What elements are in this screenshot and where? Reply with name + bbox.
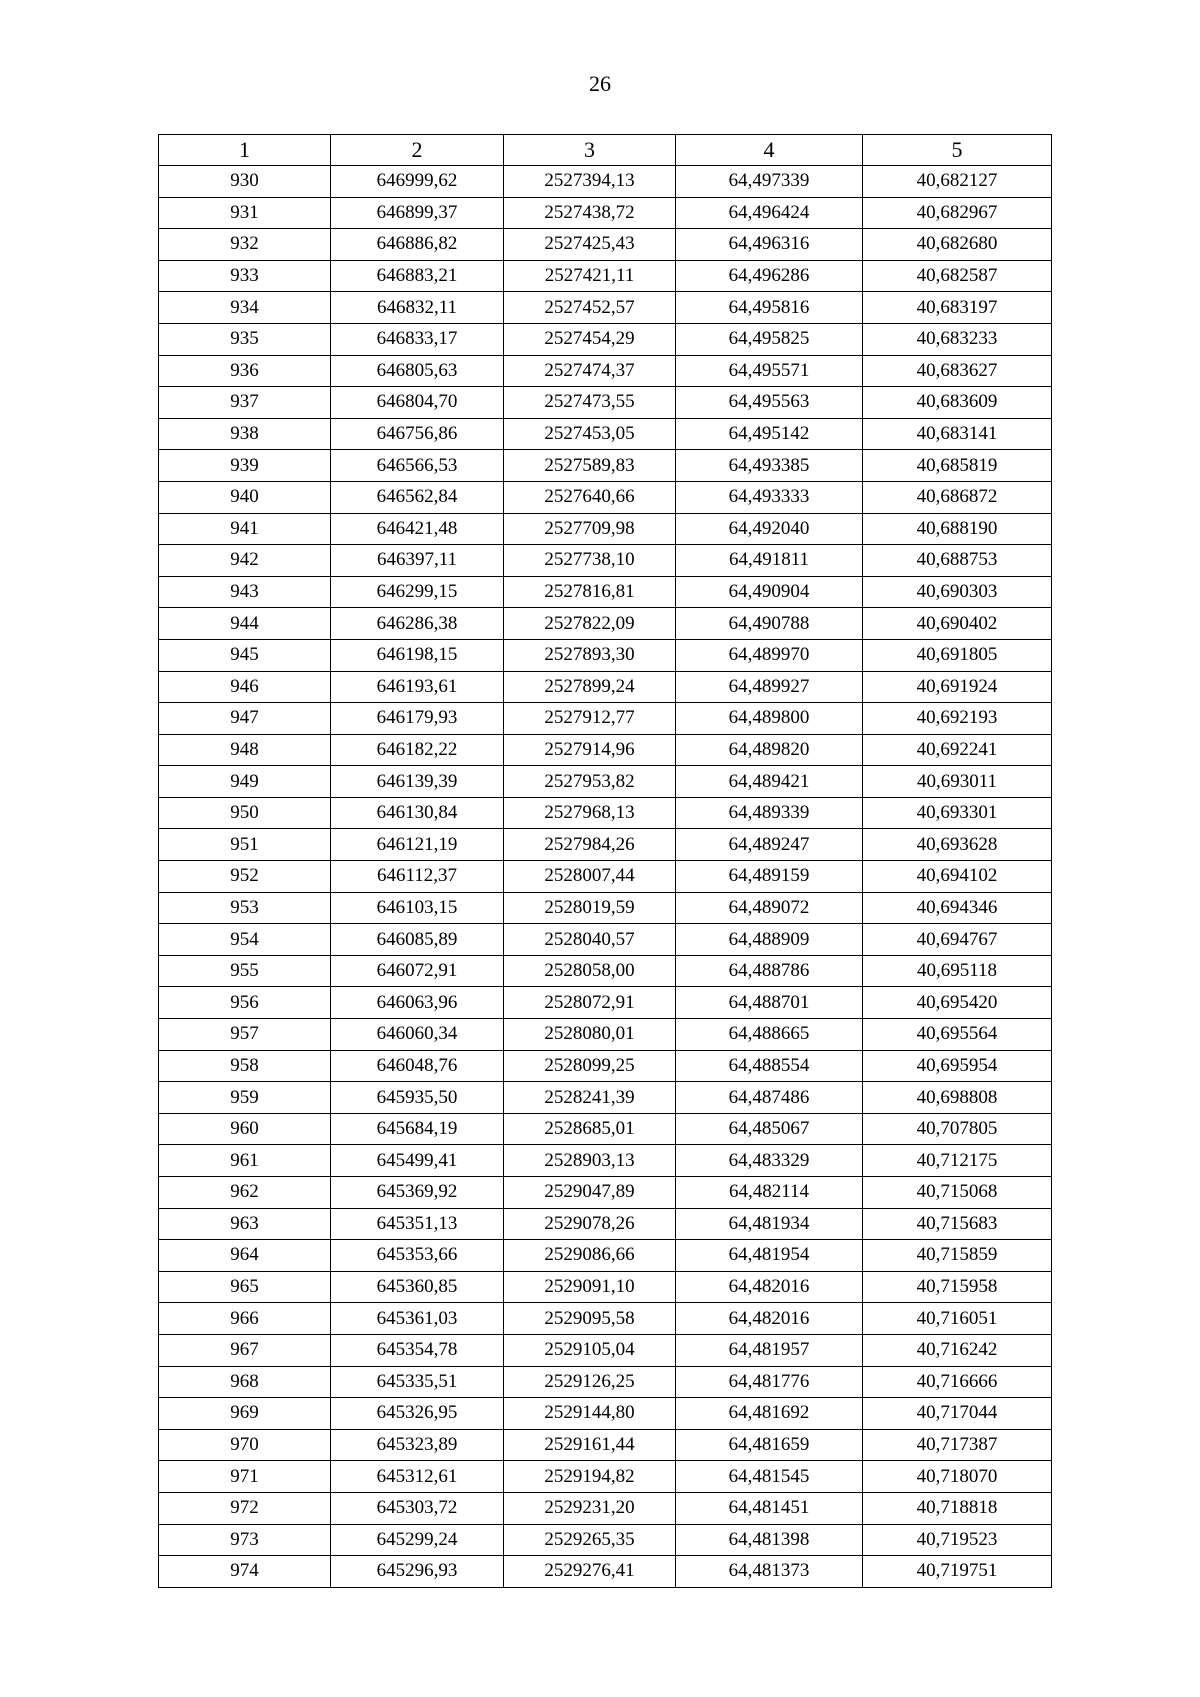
table-row	[159, 229, 1052, 261]
table-cell: 40,692241	[863, 734, 1052, 766]
table-cell: 960	[159, 1113, 331, 1145]
header-row	[159, 135, 1052, 166]
table-cell: 40,686872	[863, 481, 1052, 513]
table-cell: 40,682680	[863, 229, 1052, 261]
table-cell: 2527984,26	[504, 829, 676, 861]
table-cell: 646112,37	[331, 861, 504, 893]
table-cell: 64,481398	[676, 1524, 863, 1556]
table-cell: 64,481373	[676, 1556, 863, 1588]
table-cell: 934	[159, 292, 331, 324]
table-row	[159, 1556, 1052, 1588]
table-cell: 64,489800	[676, 703, 863, 735]
table-cell: 646421,48	[331, 513, 504, 545]
table-row	[159, 987, 1052, 1019]
table-cell: 64,488909	[676, 924, 863, 956]
table-cell: 942	[159, 545, 331, 577]
table-cell: 646139,39	[331, 766, 504, 798]
table-cell: 970	[159, 1429, 331, 1461]
table-row	[159, 671, 1052, 703]
table-cell: 951	[159, 829, 331, 861]
table-row	[159, 1082, 1052, 1114]
table-cell: 40,690402	[863, 608, 1052, 640]
table-cell: 646804,70	[331, 387, 504, 419]
table-cell: 931	[159, 197, 331, 229]
table-row	[159, 1334, 1052, 1366]
table-row	[159, 892, 1052, 924]
table-cell: 963	[159, 1208, 331, 1240]
table-header	[159, 135, 1052, 166]
table-cell: 2527899,24	[504, 671, 676, 703]
table-cell: 646286,38	[331, 608, 504, 640]
table-row	[159, 1208, 1052, 1240]
table-cell: 2527914,96	[504, 734, 676, 766]
table-cell: 646103,15	[331, 892, 504, 924]
table-cell: 40,683197	[863, 292, 1052, 324]
table-row	[159, 1429, 1052, 1461]
table-cell: 645351,13	[331, 1208, 504, 1240]
table-cell: 2527640,66	[504, 481, 676, 513]
table-cell: 645684,19	[331, 1113, 504, 1145]
table-cell: 645369,92	[331, 1177, 504, 1209]
table-row	[159, 545, 1052, 577]
table-cell: 64,489159	[676, 861, 863, 893]
table-cell: 2527709,98	[504, 513, 676, 545]
table-cell: 64,482016	[676, 1271, 863, 1303]
table-cell: 2527589,83	[504, 450, 676, 482]
table-cell: 40,691805	[863, 639, 1052, 671]
table-cell: 40,685819	[863, 450, 1052, 482]
table-row	[159, 1113, 1052, 1145]
table-cell: 64,481957	[676, 1334, 863, 1366]
table-cell: 40,683627	[863, 355, 1052, 387]
table-cell: 40,695564	[863, 1019, 1052, 1051]
table-cell: 2527453,05	[504, 418, 676, 450]
table-cell: 646833,17	[331, 323, 504, 355]
table-cell: 2527912,77	[504, 703, 676, 735]
table-cell: 937	[159, 387, 331, 419]
table-cell: 40,694767	[863, 924, 1052, 956]
table-cell: 40,712175	[863, 1145, 1052, 1177]
table-cell: 40,719523	[863, 1524, 1052, 1556]
table-cell: 947	[159, 703, 331, 735]
table-cell: 645299,24	[331, 1524, 504, 1556]
table-cell: 40,715958	[863, 1271, 1052, 1303]
table-cell: 2529231,20	[504, 1492, 676, 1524]
table-row	[159, 1398, 1052, 1430]
table-cell: 64,495825	[676, 323, 863, 355]
table-cell: 2529161,44	[504, 1429, 676, 1461]
table-row	[159, 639, 1052, 671]
table-cell: 646179,93	[331, 703, 504, 735]
table-cell: 948	[159, 734, 331, 766]
table-cell: 40,715068	[863, 1177, 1052, 1209]
table-cell: 645353,66	[331, 1240, 504, 1272]
table-cell: 64,495563	[676, 387, 863, 419]
table-cell: 40,718818	[863, 1492, 1052, 1524]
table-cell: 40,683609	[863, 387, 1052, 419]
table-cell: 64,497339	[676, 166, 863, 198]
table-row	[159, 260, 1052, 292]
table-cell: 941	[159, 513, 331, 545]
table-cell: 2529276,41	[504, 1556, 676, 1588]
table-row	[159, 861, 1052, 893]
table-cell: 64,489421	[676, 766, 863, 798]
table-cell: 2529105,04	[504, 1334, 676, 1366]
table-cell: 40,690303	[863, 576, 1052, 608]
table-cell: 2529078,26	[504, 1208, 676, 1240]
table-cell: 956	[159, 987, 331, 1019]
table-cell: 64,495142	[676, 418, 863, 450]
coordinates-table	[158, 134, 1052, 1588]
table-cell: 646299,15	[331, 576, 504, 608]
table-cell: 64,488554	[676, 1050, 863, 1082]
table-cell: 966	[159, 1303, 331, 1335]
table-cell: 64,482016	[676, 1303, 863, 1335]
table-cell: 64,490788	[676, 608, 863, 640]
header-cell-2: 2	[331, 135, 504, 166]
table-cell: 64,496316	[676, 229, 863, 261]
table-cell: 939	[159, 450, 331, 482]
table-cell: 64,489970	[676, 639, 863, 671]
table-cell: 936	[159, 355, 331, 387]
table-cell: 965	[159, 1271, 331, 1303]
table-row	[159, 766, 1052, 798]
table-cell: 2528080,01	[504, 1019, 676, 1051]
table-cell: 40,719751	[863, 1556, 1052, 1588]
table-cell: 64,485067	[676, 1113, 863, 1145]
table-cell: 2527438,72	[504, 197, 676, 229]
table-row	[159, 955, 1052, 987]
table-cell: 2527738,10	[504, 545, 676, 577]
table-cell: 64,483329	[676, 1145, 863, 1177]
table-cell: 2527474,37	[504, 355, 676, 387]
table-row	[159, 703, 1052, 735]
table-cell: 40,716051	[863, 1303, 1052, 1335]
table-cell: 64,493333	[676, 481, 863, 513]
table-cell: 40,718070	[863, 1461, 1052, 1493]
table-cell: 40,717387	[863, 1429, 1052, 1461]
table-cell: 955	[159, 955, 331, 987]
table-cell: 645361,03	[331, 1303, 504, 1335]
table-cell: 2529194,82	[504, 1461, 676, 1493]
table-cell: 64,490904	[676, 576, 863, 608]
header-cell-1: 1	[159, 135, 331, 166]
table-cell: 961	[159, 1145, 331, 1177]
table-cell: 40,683141	[863, 418, 1052, 450]
table-cell: 2528040,57	[504, 924, 676, 956]
table-cell: 2527452,57	[504, 292, 676, 324]
table-row	[159, 576, 1052, 608]
table-cell: 949	[159, 766, 331, 798]
table-cell: 944	[159, 608, 331, 640]
table-cell: 646899,37	[331, 197, 504, 229]
table-cell: 40,694346	[863, 892, 1052, 924]
table-cell: 645360,85	[331, 1271, 504, 1303]
table-cell: 64,493385	[676, 450, 863, 482]
table-cell: 935	[159, 323, 331, 355]
table-cell: 940	[159, 481, 331, 513]
table-row	[159, 387, 1052, 419]
table-cell: 40,698808	[863, 1082, 1052, 1114]
table-cell: 40,695420	[863, 987, 1052, 1019]
table-row	[159, 1145, 1052, 1177]
header-cell-5: 5	[863, 135, 1052, 166]
table-cell: 646756,86	[331, 418, 504, 450]
table-cell: 954	[159, 924, 331, 956]
table-cell: 40,693011	[863, 766, 1052, 798]
table-cell: 938	[159, 418, 331, 450]
table-row	[159, 1240, 1052, 1272]
table-cell: 646130,84	[331, 797, 504, 829]
table-cell: 64,489927	[676, 671, 863, 703]
table-cell: 64,496286	[676, 260, 863, 292]
table-cell: 40,688190	[863, 513, 1052, 545]
table-cell: 64,481954	[676, 1240, 863, 1272]
table-cell: 64,487486	[676, 1082, 863, 1114]
table-cell: 40,694102	[863, 861, 1052, 893]
table-row	[159, 829, 1052, 861]
table-cell: 945	[159, 639, 331, 671]
table-cell: 2529086,66	[504, 1240, 676, 1272]
table-cell: 964	[159, 1240, 331, 1272]
table-cell: 2528241,39	[504, 1082, 676, 1114]
table-cell: 2528019,59	[504, 892, 676, 924]
table-cell: 2529265,35	[504, 1524, 676, 1556]
table-row	[159, 1524, 1052, 1556]
table-cell: 40,716242	[863, 1334, 1052, 1366]
table-cell: 2527822,09	[504, 608, 676, 640]
table-cell: 933	[159, 260, 331, 292]
table-cell: 40,682127	[863, 166, 1052, 198]
table-row	[159, 608, 1052, 640]
table-cell: 40,695118	[863, 955, 1052, 987]
table-cell: 40,682967	[863, 197, 1052, 229]
table-cell: 2527816,81	[504, 576, 676, 608]
table-row	[159, 1050, 1052, 1082]
table-body	[159, 166, 1052, 1588]
table-row	[159, 797, 1052, 829]
table-cell: 40,688753	[863, 545, 1052, 577]
table-cell: 645296,93	[331, 1556, 504, 1588]
table-cell: 969	[159, 1398, 331, 1430]
table-row	[159, 513, 1052, 545]
table-cell: 40,682587	[863, 260, 1052, 292]
table-row	[159, 292, 1052, 324]
table-cell: 64,489339	[676, 797, 863, 829]
table-row	[159, 323, 1052, 355]
table-cell: 950	[159, 797, 331, 829]
table-cell: 40,691924	[863, 671, 1052, 703]
table-cell: 645354,78	[331, 1334, 504, 1366]
table-cell: 646566,53	[331, 450, 504, 482]
table-cell: 64,492040	[676, 513, 863, 545]
table-cell: 2527394,13	[504, 166, 676, 198]
table-row	[159, 1461, 1052, 1493]
table-cell: 64,481545	[676, 1461, 863, 1493]
table-cell: 967	[159, 1334, 331, 1366]
table-cell: 2527454,29	[504, 323, 676, 355]
table-cell: 64,495816	[676, 292, 863, 324]
table-cell: 645323,89	[331, 1429, 504, 1461]
table-cell: 2528007,44	[504, 861, 676, 893]
table-cell: 646198,15	[331, 639, 504, 671]
table-cell: 2527421,11	[504, 260, 676, 292]
table-cell: 64,489072	[676, 892, 863, 924]
table-cell: 2527425,43	[504, 229, 676, 261]
table-cell: 64,489247	[676, 829, 863, 861]
table-cell: 40,683233	[863, 323, 1052, 355]
table-cell: 646883,21	[331, 260, 504, 292]
table-cell: 645499,41	[331, 1145, 504, 1177]
page-number: 26	[589, 71, 611, 96]
table-cell: 40,715859	[863, 1240, 1052, 1272]
table-cell: 932	[159, 229, 331, 261]
table-row	[159, 1177, 1052, 1209]
table-cell: 64,481934	[676, 1208, 863, 1240]
table-cell: 64,488665	[676, 1019, 863, 1051]
table-cell: 646999,62	[331, 166, 504, 198]
table-cell: 64,496424	[676, 197, 863, 229]
table-cell: 40,717044	[863, 1398, 1052, 1430]
header-cell-3: 3	[504, 135, 676, 166]
table-cell: 40,692193	[863, 703, 1052, 735]
table-cell: 64,491811	[676, 545, 863, 577]
table-cell: 2528072,91	[504, 987, 676, 1019]
table-cell: 968	[159, 1366, 331, 1398]
table-cell: 2528903,13	[504, 1145, 676, 1177]
table-row	[159, 734, 1052, 766]
table-row	[159, 418, 1052, 450]
table-cell: 40,715683	[863, 1208, 1052, 1240]
table-cell: 2528058,00	[504, 955, 676, 987]
table-cell: 959	[159, 1082, 331, 1114]
table-cell: 2529095,58	[504, 1303, 676, 1335]
table-cell: 64,481659	[676, 1429, 863, 1461]
table-cell: 646063,96	[331, 987, 504, 1019]
table-cell: 646182,22	[331, 734, 504, 766]
table-cell: 64,481692	[676, 1398, 863, 1430]
table-cell: 2527893,30	[504, 639, 676, 671]
table-cell: 646886,82	[331, 229, 504, 261]
table-cell: 957	[159, 1019, 331, 1051]
table-row	[159, 1019, 1052, 1051]
table-row	[159, 355, 1052, 387]
table-cell: 646562,84	[331, 481, 504, 513]
table-cell: 2528685,01	[504, 1113, 676, 1145]
table-cell: 645335,51	[331, 1366, 504, 1398]
table-row	[159, 166, 1052, 198]
table-cell: 40,693301	[863, 797, 1052, 829]
table-cell: 962	[159, 1177, 331, 1209]
table-cell: 645935,50	[331, 1082, 504, 1114]
table-cell: 2529047,89	[504, 1177, 676, 1209]
table-cell: 646085,89	[331, 924, 504, 956]
table-cell: 40,693628	[863, 829, 1052, 861]
table-cell: 646060,34	[331, 1019, 504, 1051]
table-cell: 972	[159, 1492, 331, 1524]
table-row	[159, 1492, 1052, 1524]
table-cell: 40,716666	[863, 1366, 1052, 1398]
table-cell: 646072,91	[331, 955, 504, 987]
table-cell: 646048,76	[331, 1050, 504, 1082]
table-cell: 974	[159, 1556, 331, 1588]
header-cell-4: 4	[676, 135, 863, 166]
table-cell: 943	[159, 576, 331, 608]
table-cell: 953	[159, 892, 331, 924]
table-cell: 40,707805	[863, 1113, 1052, 1145]
table-cell: 646193,61	[331, 671, 504, 703]
table-cell: 946	[159, 671, 331, 703]
table-row	[159, 197, 1052, 229]
table-cell: 2527968,13	[504, 797, 676, 829]
table-cell: 645303,72	[331, 1492, 504, 1524]
table-row	[159, 450, 1052, 482]
table-row	[159, 924, 1052, 956]
table-cell: 645312,61	[331, 1461, 504, 1493]
table-cell: 646397,11	[331, 545, 504, 577]
table-cell: 64,495571	[676, 355, 863, 387]
table-cell: 64,481451	[676, 1492, 863, 1524]
table-cell: 971	[159, 1461, 331, 1493]
table-cell: 2529091,10	[504, 1271, 676, 1303]
table-cell: 2527473,55	[504, 387, 676, 419]
table-cell: 2529144,80	[504, 1398, 676, 1430]
table-cell: 930	[159, 166, 331, 198]
table-row	[159, 481, 1052, 513]
table-cell: 952	[159, 861, 331, 893]
table-cell: 646805,63	[331, 355, 504, 387]
table-cell: 645326,95	[331, 1398, 504, 1430]
table-cell: 64,488786	[676, 955, 863, 987]
table-row	[159, 1366, 1052, 1398]
table-cell: 2528099,25	[504, 1050, 676, 1082]
table-cell: 64,488701	[676, 987, 863, 1019]
table-cell: 2527953,82	[504, 766, 676, 798]
table-cell: 646832,11	[331, 292, 504, 324]
table-cell: 64,489820	[676, 734, 863, 766]
table-cell: 973	[159, 1524, 331, 1556]
table-cell: 646121,19	[331, 829, 504, 861]
table-row	[159, 1271, 1052, 1303]
table-row	[159, 1303, 1052, 1335]
table-cell: 40,695954	[863, 1050, 1052, 1082]
table-cell: 2529126,25	[504, 1366, 676, 1398]
table-cell: 64,482114	[676, 1177, 863, 1209]
table-cell: 958	[159, 1050, 331, 1082]
table-cell: 64,481776	[676, 1366, 863, 1398]
